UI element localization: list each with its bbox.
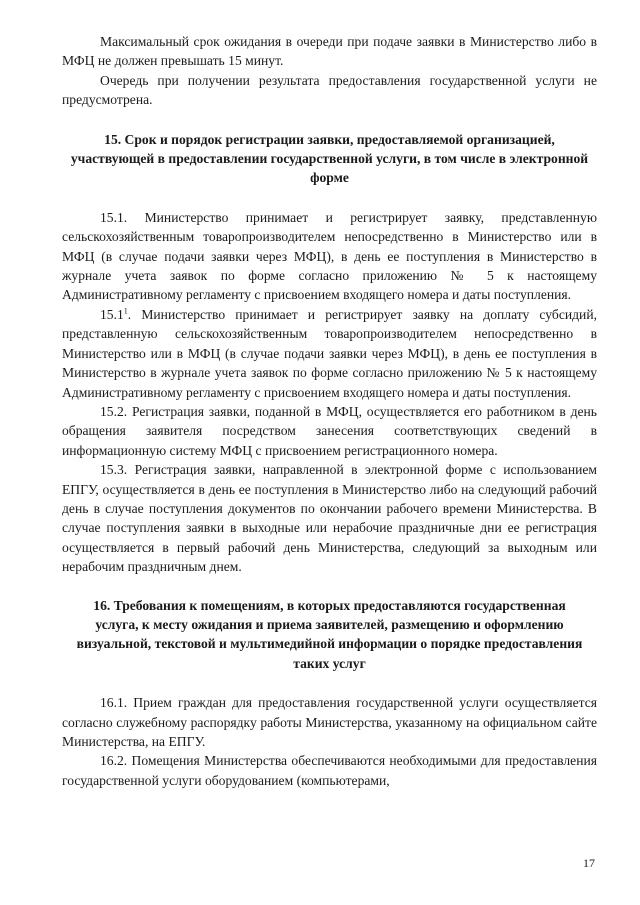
paragraph-15-2: 15.2. Регистрация заявки, поданной в МФЦ, осуществляется его работником в день обращения заявителя посредством занесения соответствующих сведений в информационную систему МФЦ с присвоением регистрационного номера. [62,403,597,458]
paragraph-queue: Очередь при получении результата предоставления государственной услуги не предусмотрена. [62,72,597,108]
page-number: 17 [583,856,595,870]
section-15-heading: 15. Срок и порядок регистрации заявки, предоставляемой организацией, участвующей в предоставлении государственной услуги, в том числе в электронной форме [70,131,589,186]
paragraph-16-1: 16.1. Прием граждан для предоставления государственной услуги осуществляется согласно служебному распорядку работы Министерства, указанному на официальном сайте Министерства, на ЕПГУ. [62,695,597,749]
paragraph-15-1-1-superscript: 1 [123,306,128,316]
paragraph-15-1-1-text: . Министерство принимает и регистрирует заявку на доплату субсидий, представленную сельскохозяйственным товаропроизводителем непосредственно в Министерство или в МФЦ (в случае подачи заявки через МФЦ), в день ее поступления в Министерство в журнале учета заявок по форме согласно приложению № 5 к настоящему Административному регламенту с присвоением входящего номера и даты поступления. [62,306,597,400]
paragraph-15-1-1-number: 15.1 [100,306,124,322]
paragraph-waiting-time: Максимальный срок ожидания в очереди при подаче заявки в Министерство либо в МФЦ не должен превышать 15 минут. [62,34,597,69]
paragraph-16-2: 16.2. Помещения Министерства обеспечиваются необходимыми для предоставления государственной услуги оборудованием (компьютерами, [62,753,597,788]
paragraph-15-1: 15.1. Министерство принимает и регистрирует заявку, представленную сельскохозяйственным товаропроизводителем непосредственно в Министерство или в МФЦ (в случае подачи заявки через МФЦ), в день ее поступления в Министерство в журнале учета заявок по форме согласно приложению № 5 к настоящему Административному регламенту с присвоением входящего номера и даты поступления. [62,209,597,303]
paragraph-15-1-1 [62,305,597,402]
paragraph-15-3: 15.3. Регистрация заявки, направленной в электронной форме с использованием ЕПГУ, осуществляется в день ее поступления в Министерство либо на следующий рабочий день в случае поступления документов по окончании рабочего времени Министерства. В случае поступления заявки в выходные или нерабочие праздничные дни ее регистрация осуществляется в первый рабочий день Министерства, следующий за выходным или нерабочим праздничным днем. [62,462,597,575]
section-16-heading: 16. Требования к помещениям, в которых предоставляются государственная услуга, к месту ожидания и приема заявителей, размещению и оформлению визуальной, текстовой и мультимедийной информации о порядке предоставления таких услуг [76,597,583,671]
document-page [62,32,597,790]
